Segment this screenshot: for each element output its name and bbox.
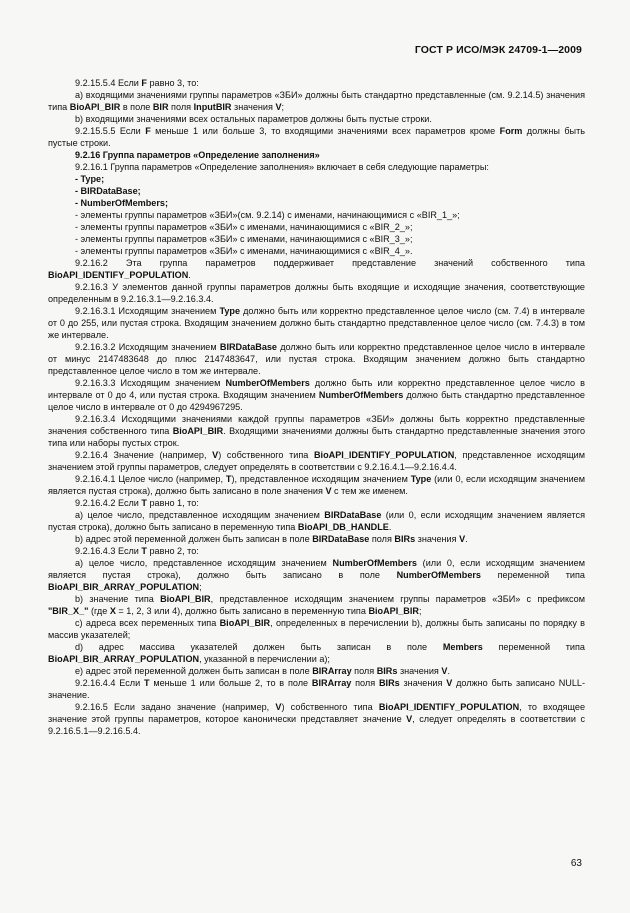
text-run: 9.2.16.4.4 Если <box>75 678 144 688</box>
bold-term: InputBIR <box>193 102 232 112</box>
bold-term: T <box>225 474 232 484</box>
text-run: 9.2.16.3.4 Исходящими значениями каждой группы параметров «ЗБИ» должны быть корректно представленные значения собственного типа <box>48 414 585 436</box>
bold-term: V <box>459 534 466 544</box>
bold-term: BIRArray <box>311 678 352 688</box>
text-run: 9.2.16.4.1 Целое число (например, <box>75 474 226 484</box>
text-run: . <box>447 666 450 676</box>
text-run: должно быть или корректно представленное целое число в интервале от минус 2147483648 до плюс 2147483647, или пустая строка. Входящим значением должно быть стандартно представленное целое число в том же интервале. <box>48 342 585 376</box>
paragraph <box>48 77 585 89</box>
text-run: должны быть пустые строки. <box>48 126 585 148</box>
text-run: (или 0, если исходящим значением является пустая строка), должно быть записано в поле значения <box>48 474 585 496</box>
paragraph <box>48 305 585 341</box>
text-run: должно быть стандартно представленное целое число в интервале от 0 до 4294967295. <box>48 390 585 412</box>
page-header: ГОСТ Р ИСО/МЭК 24709-1—2009 <box>414 44 582 56</box>
text-run: ; <box>199 582 202 592</box>
text-run: 9.2.16.3 У элементов данной группы параметров должны быть входящие и исходящие значения, соответствующие определенным в 9.2.16.3.1—9.2.16.3.4. <box>48 282 585 304</box>
paragraph <box>48 617 585 641</box>
paragraph <box>48 533 585 545</box>
list-item <box>48 185 585 197</box>
bold-term: NumberOfMembers <box>225 378 310 388</box>
paragraph <box>48 125 585 149</box>
text-run: значения <box>231 102 276 112</box>
text-run: . <box>388 522 392 532</box>
text-run: поля <box>351 678 379 688</box>
bold-term: F <box>141 78 147 88</box>
paragraph <box>48 257 585 281</box>
text-run: (или 0, если исходящим значением является пустая строка), должно быть записано в поле <box>48 558 585 580</box>
text-run: = 1, 2, 3 или 4), должно быть записано в переменную типа <box>115 606 369 616</box>
text-run: поля <box>168 102 194 112</box>
bold-term: - NumberOfMembers; <box>75 198 168 208</box>
paragraph <box>48 593 585 617</box>
text-run: , следует определять в соответствии с 9.2.16.5.1—9.2.16.5.4. <box>48 714 585 736</box>
bold-term: BioAPI_IDENTIFY_POPULATION <box>378 702 520 712</box>
text-run: равно 3, то: <box>146 78 199 88</box>
paragraph <box>48 701 585 737</box>
text-run: , определенных в перечислении b), должны быть записаны по порядку в массив указателей; <box>48 618 585 640</box>
bold-term: V <box>446 678 453 688</box>
document-body <box>48 77 585 737</box>
text-run: - элементы группы параметров «ЗБИ» с именами, начинающимися с «BIR_3_»; <box>75 234 413 244</box>
bold-term: T <box>143 678 150 688</box>
page-number: 63 <box>570 858 582 869</box>
paragraph <box>48 665 585 677</box>
paragraph <box>48 149 585 161</box>
text-run: 9.2.15.5.5 Если <box>75 126 146 136</box>
bold-term: NumberOfMembers <box>396 570 481 580</box>
text-run: переменной типа <box>480 570 585 580</box>
bold-term: BioAPI_BIR_ARRAY_POPULATION <box>48 654 200 664</box>
text-run: . <box>188 270 191 280</box>
paragraph <box>48 341 585 377</box>
text-run: a) целое число, представленное исходящим значением <box>75 510 325 520</box>
text-run: b) значение типа <box>75 594 161 604</box>
bold-term: T <box>141 498 147 508</box>
bold-term: BioAPI_BIR_ARRAY_POPULATION <box>48 582 200 592</box>
bold-term: Type <box>219 306 241 316</box>
text-run: (или 0, если исходящим значением является пустая строка), должно быть записано в переменную типа <box>48 510 585 532</box>
list-item <box>48 197 585 209</box>
text-run: в поле <box>120 102 153 112</box>
bold-term: BioAPI_BIR <box>172 426 224 436</box>
text-run: 9.2.16.3.2 Исходящим значением <box>75 342 220 352</box>
paragraph <box>48 281 585 305</box>
bold-term: BIRs <box>394 534 416 544</box>
bold-term: BioAPI_BIR <box>219 618 271 628</box>
text-run: - элементы группы параметров «ЗБИ» с именами, начинающимися с «BIR_2_»; <box>75 222 413 232</box>
text-run: e) адрес этой переменной должен быть записан в поле <box>75 666 313 676</box>
list-item <box>48 245 585 257</box>
text-run: меньше 1 или больше 3, то входящими значениями всех параметров кроме <box>150 126 500 136</box>
text-run: 9.2.16.4.2 Если <box>75 498 142 508</box>
bold-term: "BIR_X_" <box>48 606 89 616</box>
list-item <box>48 173 585 185</box>
bold-term: BioAPI_BIR <box>368 606 419 616</box>
bold-term: Form <box>499 126 523 136</box>
bold-term: Members <box>442 642 483 652</box>
text-run: , то входящее значение этой группы параметров, которое канонически представляет значение <box>48 702 585 724</box>
text-run: ), представленное исходящим значением <box>231 474 411 484</box>
text-run: ; <box>281 102 285 112</box>
text-run: меньше 1 или больше 2, то в поле <box>149 678 312 688</box>
text-run: b) входящими значениями всех остальных параметров должны быть пустые строки. <box>75 114 432 124</box>
bold-term: Type <box>410 474 432 484</box>
bold-term: BIRDataBase <box>219 342 277 352</box>
paragraph <box>48 89 585 113</box>
text-run: должно быть или корректно представленное целое число (см. 7.4) в интервале от 0 до 255, или пустая строка. Входящим значением должно быть стандартно представленное целое число (см. 7.4.3) в том же интервале. <box>48 306 585 340</box>
text-run: , представленное исходящим значением группы параметров «ЗБИ» с префиксом <box>210 594 585 604</box>
text-run: . Входящими значениями должны быть стандартно представленные значения этого типа или наборы пустых строк. <box>48 426 585 448</box>
bold-term: BIR <box>152 102 169 112</box>
bold-term: BioAPI_IDENTIFY_POPULATION <box>48 270 189 280</box>
bold-term: BioAPI_IDENTIFY_POPULATION <box>313 450 455 460</box>
paragraph <box>48 641 585 665</box>
bold-term: T <box>141 546 147 556</box>
paragraph <box>48 545 585 557</box>
bold-term: V <box>325 486 332 496</box>
text-run: 9.2.16.2 Эта группа параметров поддерживает представление значений собственного типа <box>75 258 585 268</box>
text-run: 9.2.16.3.3 Исходящим значением <box>75 378 226 388</box>
bold-term: BIRs <box>378 678 400 688</box>
text-run: ; <box>418 606 422 616</box>
text-run: 9.2.16.5 Если задано значение (например, <box>75 702 276 712</box>
text-run: ) собственного типа <box>281 702 379 712</box>
text-run: (где <box>88 606 110 616</box>
text-run: , указанной в перечислении a); <box>199 654 330 664</box>
paragraph <box>48 557 585 593</box>
bold-term: BioAPI_DB_HANDLE <box>297 522 389 532</box>
bold-term: - BIRDataBase; <box>75 186 141 196</box>
bold-term: V <box>275 702 282 712</box>
text-run: значения <box>399 678 447 688</box>
text-run: с тем же именем. <box>331 486 408 496</box>
text-run: - элементы группы параметров «ЗБИ»(см. 9.2.14) с именами, начинающимися с «BIR_1_»; <box>75 210 460 220</box>
text-run: значения <box>415 534 460 544</box>
text-run: переменной типа <box>482 642 585 652</box>
paragraph <box>48 449 585 473</box>
text-run: 9.2.16.1 Группа параметров «Определение заполнения» включает в себя следующие параметры: <box>75 162 489 172</box>
text-run: поля <box>369 534 395 544</box>
bold-term: BIRs <box>376 666 398 676</box>
bold-term: BIRArray <box>312 666 352 676</box>
bold-term: V <box>441 666 448 676</box>
text-run: ) собственного типа <box>218 450 314 460</box>
paragraph <box>48 497 585 509</box>
bold-term: V <box>406 714 413 724</box>
bold-term: X <box>109 606 116 616</box>
text-run: a) целое число, представленное исходящим значением <box>75 558 333 568</box>
bold-term: - Type; <box>75 174 105 184</box>
paragraph <box>48 677 585 701</box>
list-item <box>48 233 585 245</box>
paragraph <box>48 509 585 533</box>
paragraph <box>48 161 585 173</box>
list-item <box>48 209 585 221</box>
bold-term: NumberOfMembers <box>332 558 417 568</box>
text-run: c) адреса всех переменных типа <box>75 618 220 628</box>
text-run: 9.2.16.4 Значение (например, <box>75 450 213 460</box>
list-item <box>48 221 585 233</box>
text-run: значения <box>397 666 442 676</box>
text-run: равно 2, то: <box>146 546 199 556</box>
paragraph <box>48 473 585 497</box>
text-run: 9.2.16.4.3 Если <box>75 546 142 556</box>
text-run: b) адрес этой переменной должен быть записан в поле <box>75 534 313 544</box>
text-run: 9.2.16.3.1 Исходящим значением <box>75 306 220 316</box>
bold-term: BIRDataBase <box>312 534 370 544</box>
bold-term: BioAPI_BIR <box>160 594 211 604</box>
paragraph <box>48 113 585 125</box>
text-run: . <box>465 534 468 544</box>
bold-term: BIRDataBase <box>324 510 382 520</box>
text-run: - элементы группы параметров «ЗБИ» с именами, начинающимися с «BIR_4_». <box>75 246 413 256</box>
text-run: должно быть или корректно представленное целое число в интервале от 0 до 4, или пустая строка. Входящим значением <box>48 378 585 400</box>
text-run: d) адрес массива указателей должен быть записан в поле <box>75 642 443 652</box>
bold-term: V <box>275 102 282 112</box>
text-run: равно 1, то: <box>146 498 199 508</box>
text-run: 9.2.15.5.4 Если <box>75 78 142 88</box>
paragraph <box>48 413 585 449</box>
bold-term: NumberOfMembers <box>318 390 404 400</box>
bold-term: BioAPI_BIR <box>69 102 121 112</box>
bold-term: 9.2.16 Группа параметров «Определение заполнения» <box>75 150 320 160</box>
text-run: a) входящими значениями группы параметров «ЗБИ» должны быть стандартно представленные (см. 9.2.14.5) значения типа <box>48 90 585 112</box>
text-run: , представленное исходящим значением этой группы параметров, следует определять в соответствии с 9.2.16.4.1—9.2.16.4.4. <box>48 450 586 472</box>
bold-term: V <box>212 450 219 460</box>
bold-term: F <box>145 126 151 136</box>
text-run: поля <box>351 666 377 676</box>
text-run: должно быть записано NULL-значение. <box>48 678 585 700</box>
paragraph <box>48 377 585 413</box>
